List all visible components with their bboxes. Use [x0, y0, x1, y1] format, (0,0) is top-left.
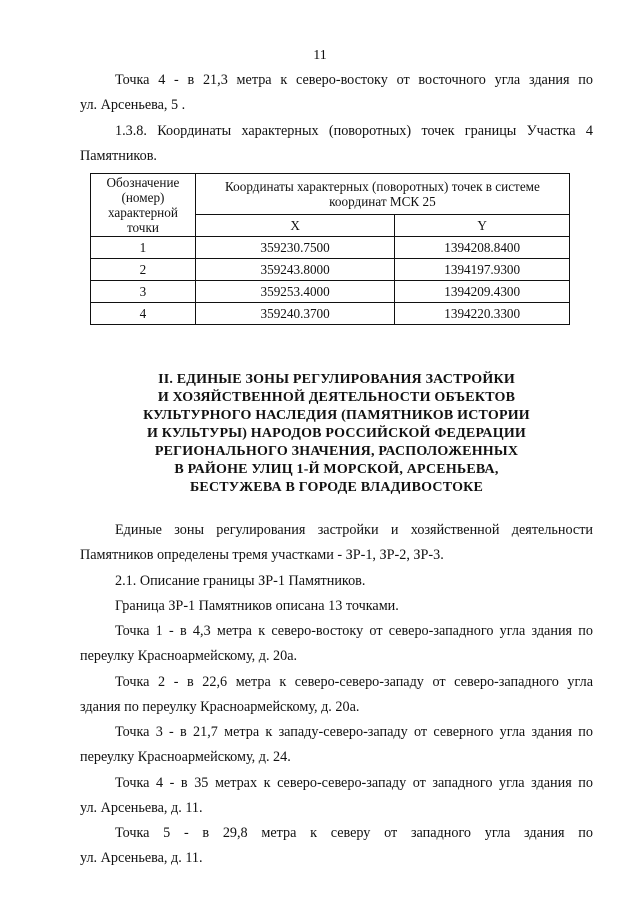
cell-x: 359230.7500 — [195, 237, 394, 259]
point4b-line1: Точка 4 - в 35 метрах к северо-северо-западу от западного угла здания по — [115, 775, 593, 791]
table-row — [91, 303, 570, 325]
header-point-designation: Обозначение (номер) характерной точки — [91, 174, 196, 237]
heading-line: В РАЙОНЕ УЛИЦ 1-Й МОРСКОЙ, АРСЕНЬЕВА, — [174, 462, 499, 477]
cell-point: 3 — [91, 281, 196, 303]
zones-line2: Памятников определены тремя участками - ЗР-1, ЗР-2, ЗР-3. — [80, 547, 444, 563]
page-number: 11 — [313, 48, 327, 63]
point3-line1: Точка 3 - в 21,7 метра к западу-северо-западу от северного угла здания по — [115, 724, 593, 740]
point5-line2: ул. Арсеньева, д. 11. — [80, 850, 203, 866]
cell-point: 1 — [91, 237, 196, 259]
point1-line1: Точка 1 - в 4,3 метра к северо-востоку от северо-западного угла здания по — [115, 623, 593, 639]
table-row — [91, 237, 570, 259]
cell-y: 1394197.9300 — [395, 259, 570, 281]
heading-line: КУЛЬТУРНОГО НАСЛЕДИЯ (ПАМЯТНИКОВ ИСТОРИИ — [143, 408, 530, 423]
cell-x: 359243.8000 — [195, 259, 394, 281]
section-1-3-8-line2: Памятников. — [80, 148, 157, 164]
section-heading — [80, 371, 593, 497]
heading-line: РЕГИОНАЛЬНОГО ЗНАЧЕНИЯ, РАСПОЛОЖЕННЫХ — [154, 444, 519, 459]
section-1-3-8-line1: 1.3.8. Координаты характерных (поворотных) точек границы Участка 4 — [115, 123, 593, 139]
cell-x: 359240.3700 — [195, 303, 394, 325]
point2-line1: Точка 2 - в 22,6 метра к северо-северо-западу от северо-западного угла — [115, 674, 593, 690]
point4-line2: ул. Арсеньева, 5 . — [80, 97, 186, 113]
point2-line2: здания по переулку Красноармейскому, д. 20а. — [80, 699, 360, 715]
table-row — [91, 281, 570, 303]
table-row — [91, 259, 570, 281]
cell-point: 4 — [91, 303, 196, 325]
point4-line1: Точка 4 - в 21,3 метра к северо-востоку от восточного угла здания по — [115, 72, 593, 88]
header-y: Y — [395, 214, 570, 236]
heading-line: И КУЛЬТУРЫ) НАРОДОВ РОССИЙСКОЙ ФЕДЕРАЦИИ — [146, 426, 526, 441]
point1-line2: переулку Красноармейскому, д. 20а. — [80, 648, 298, 664]
point4b-line2: ул. Арсеньева, д. 11. — [80, 800, 203, 816]
cell-y: 1394208.8400 — [395, 237, 570, 259]
cell-y: 1394220.3300 — [395, 303, 570, 325]
zones-line1: Единые зоны регулирования застройки и хозяйственной деятельности — [115, 522, 593, 538]
header-x: X — [195, 214, 394, 236]
point3-line2: переулку Красноармейскому, д. 24. — [80, 749, 291, 765]
subsection-2-1: 2.1. Описание границы ЗР-1 Памятников. — [115, 573, 366, 589]
heading-line: БЕСТУЖЕВА В ГОРОДЕ ВЛАДИВОСТОКЕ — [189, 480, 484, 495]
cell-point: 2 — [91, 259, 196, 281]
cell-y: 1394209.4300 — [395, 281, 570, 303]
heading-line: И ХОЗЯЙСТВЕННОЙ ДЕЯТЕЛЬНОСТИ ОБЪЕКТОВ — [157, 390, 516, 405]
boundary-description: Граница ЗР-1 Памятников описана 13 точками. — [115, 598, 399, 614]
coordinates-table — [90, 173, 570, 325]
point5-line1: Точка 5 - в 29,8 метра к северу от западного угла здания по — [115, 825, 593, 841]
header-coordinates: Координаты характерных (поворотных) точек в системе координат МСК 25 — [195, 174, 569, 215]
heading-line: II. ЕДИНЫЕ ЗОНЫ РЕГУЛИРОВАНИЯ ЗАСТРОЙКИ — [158, 372, 515, 387]
cell-x: 359253.4000 — [195, 281, 394, 303]
